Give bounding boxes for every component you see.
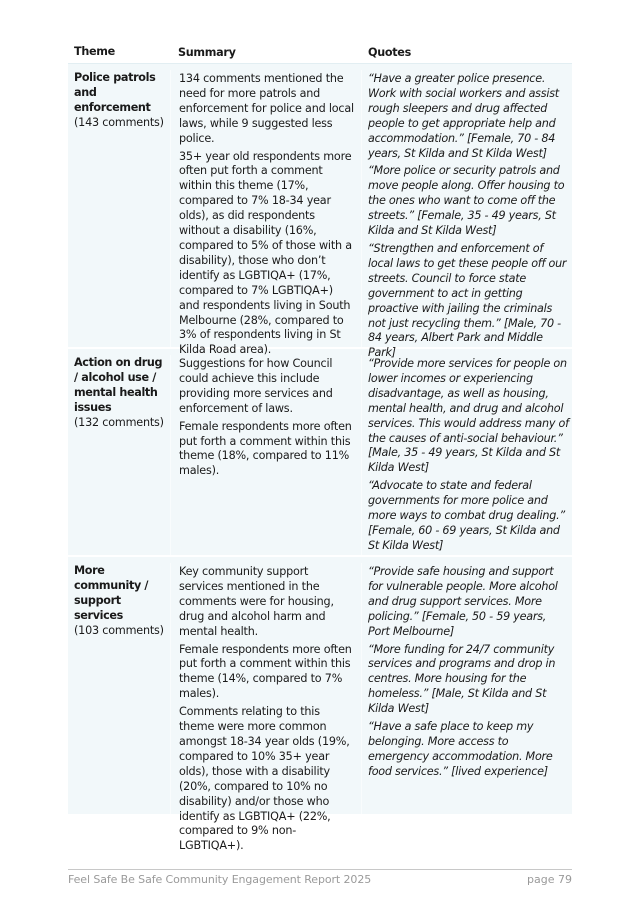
quote: “Provide more services for people on lower incomes or experiencing disadvantage, as well as housing, mental health, and drug and alcohol services. This would address many of the causes of anti-social behaviour.” [Male, 35 - 49 years, St Kilda and St Kilda West] [368,357,569,475]
header-quotes: Quotes [368,46,411,59]
theme-title: More community / support services [74,564,149,622]
table-row [68,557,572,853]
summary-cell [170,563,362,853]
theme-count: (143 comments) [74,116,164,129]
theme-cell [68,563,170,814]
quotes-cell [362,355,572,555]
summary-paragraph: Key community support services mentioned in the comments were for housing, drug and alcohol harm and mental health. [179,565,334,638]
footer-page-number: page 79 [527,873,572,886]
summary-paragraph: Female respondents more often put forth a comment within this theme (14%, compared to 7% males). [179,642,352,701]
footer-divider [68,869,572,870]
summary-paragraph: Suggestions for how Council could achieve this include providing more services and enforcement of laws. [179,357,333,415]
summary-cell [170,355,362,555]
summary-paragraph: Female respondents more often put forth a comment within this theme (18%, compared to 11% males). [179,419,352,478]
theme-count: (132 comments) [74,416,164,429]
theme-cell [68,70,170,347]
summary-cell [170,70,362,357]
theme-title: Action on drug / alcohol use / mental health issues [74,356,163,414]
summary-paragraph: 35+ year old respondents more often put forth a comment within this theme (17%, compared to 7% 18-34 year olds), as did respondents without a disability (16%, compared to 5% of those with a disability), those who don’t identify as LGBTIQA+ (17%, compared to 7% LGBTIQA+) and respondents living in South Melbourne (28%, compared to 3% of respondents living in St Kilda Road area). [179,149,352,357]
table-row [68,349,572,557]
table-header-row [68,44,572,64]
quote: “Have a safe place to keep my belonging. More access to emergency accommodation. More food services.” [lived experience] [368,720,553,778]
summary-paragraph: 134 comments mentioned the need for more patrols and enforcement for police and local laws, while 9 suggested less police. [179,72,354,145]
summary-paragraph: Comments relating to this theme were more common amongst 18-34 year olds (19%, compared to 10% 35+ year olds), those with a disability (20%, compared to 10% no disability) and/or those who identify as LGBTIQA+ (22%, compared to 9% non-LGBTIQA+). [179,705,350,853]
header-theme: Theme [74,45,115,58]
quote: “More police or security patrols and move people along. Offer housing to the ones who want to come off the streets.” [Female, 35 - 49 years, St Kilda and St Kilda West] [368,164,565,238]
header-summary: Summary [178,46,236,59]
quote: “Strengthen and enforcement of local laws to get these people off our streets. Council to force state government to act in getting proactive with jailing the criminals not just recycling them.” [Male, 70 - 84 years, Albert Park and Middle Park] [368,241,567,360]
quote: “Provide safe housing and support for vulnerable people. More alcohol and drug support services. More policing.” [Female, 50 - 59 years, Port Melbourne] [368,565,558,638]
footer-report-title: Feel Safe Be Safe Community Engagement Report 2025 [68,873,372,886]
theme-cell [68,355,170,555]
quotes-cell [362,563,572,814]
quote: “More funding for 24/7 community services and programs and drop in centres. More housing for the homeless.” [Male, St Kilda and St Kilda West] [368,642,556,716]
quotes-cell [362,70,572,360]
table-row [68,64,572,360]
quote: “Advocate to state and federal governments for more police and more ways to combat drug dealing.” [Female, 60 - 69 years, St Kilda and St Kilda West] [368,479,565,552]
theme-count: (103 comments) [74,624,164,637]
theme-title: Police patrols and enforcement [74,71,156,114]
themes-table [68,44,572,853]
quote: “Have a greater police presence. Work with social workers and assist rough sleepers and drug affected people to get appropriate help and accommodation.” [Female, 70 - 84 years, St Kilda and St Kilda West] [368,72,559,160]
